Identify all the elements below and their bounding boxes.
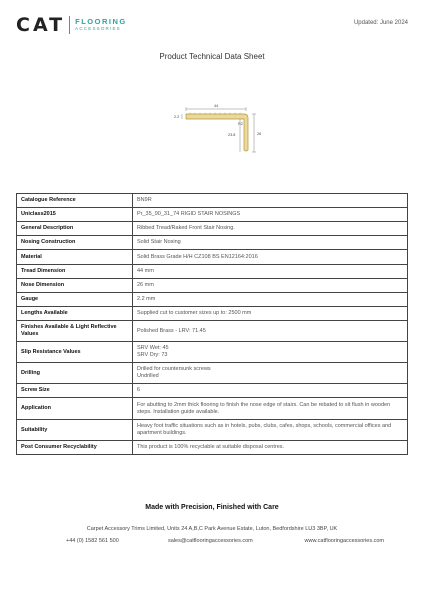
spec-value-line: 6 [137,387,141,393]
spec-value-line: This product is 100% recyclable at suitable disposal centres. [137,444,285,450]
logo-line1: FLOORING [75,17,127,26]
spec-table [16,193,408,455]
updated-date: Updated: June 2024 [353,20,408,26]
footer-tagline: Made with Precision, Finished with Care [145,504,279,511]
spec-value-line: Undrilled [137,373,159,379]
company-logo[interactable] [16,14,127,36]
spec-label: Catalogue Reference [17,194,133,208]
spec-value [133,441,408,455]
footer-address: Carpet Accessory Trims Limited, Units 24 A,B,C Park Avenue Estate, Luton, Bedfordshire LU3 3BP, UK [86,526,338,532]
spec-value-line: BN9R [137,197,152,203]
spec-label: Nosing Construction [17,236,133,250]
spec-value [133,398,408,420]
spec-label: Nose Dimension [17,279,133,293]
spec-row [17,441,408,455]
spec-row [17,208,408,222]
spec-row [17,342,408,363]
spec-row [17,293,408,307]
spec-value [133,236,408,250]
dim-small-label: R2 [238,122,243,126]
dim-inner-label: 23.8 [228,133,236,137]
profile-drawing [160,100,270,162]
spec-value-line: For abutting to 2mm thick flooring to finish the nose edge of stairs. Can be rebated to sit flush in wooden steps. Installation guide available. [137,401,391,415]
spec-value-line: Solid Stair Nosing [137,239,181,245]
spec-label: Finishes Available & Light Reflective Values [17,321,133,342]
spec-value [133,321,408,342]
spec-value [133,420,408,441]
spec-label: Suitability [17,420,133,441]
spec-label: Slip Resistance Values [17,342,133,363]
spec-label: Uniclass2015 [17,208,133,222]
spec-row [17,384,408,398]
spec-value [133,194,408,208]
spec-label: Drilling [17,363,133,384]
spec-label: Material [17,250,133,265]
spec-label: Tread Dimension [17,265,133,279]
spec-value-line: 2.2 mm [137,296,156,302]
header [16,14,408,38]
spec-value [133,279,408,293]
spec-row [17,398,408,420]
spec-value-line: Drilled for countersunk screws [137,366,211,372]
spec-value-line: SRV Dry: 73 [137,352,168,358]
spec-value [133,250,408,265]
spec-value-line: Ribbed Tread/Raked Front Stair Nosing. [137,225,235,231]
spec-value-line: Polished Brass - LRV: 71.45 [137,327,206,334]
spec-row [17,194,408,208]
spec-label: Lengths Available [17,307,133,321]
spec-row [17,420,408,441]
spec-value [133,384,408,398]
logo-subtext [75,18,127,32]
spec-value-line: 26 mm [137,282,154,288]
spec-value-line: Heavy foot traffic situations such as in hotels, pubs, clubs, cafes, shops, schools, commercial offices and apartment buildings. [137,423,392,436]
spec-value-line: Pr_35_90_31_74 RIGID STAIR NOSINGS [137,211,241,217]
footer-phone[interactable]: +44 (0) 1582 561 500 [66,538,119,544]
dim-gauge-label: 2.2 [174,115,180,119]
spec-row [17,250,408,265]
spec-value [133,307,408,321]
spec-value-line: Solid Brass Grade H/H CZ108 BS EN12164:2016 [137,253,258,260]
spec-row [17,279,408,293]
spec-row [17,265,408,279]
dim-nose-label: 26 [257,132,262,136]
spec-value-line: Supplied cut to customer sizes up to: 2500 mm [137,310,252,316]
spec-value [133,342,408,363]
spec-row [17,307,408,321]
spec-value [133,293,408,307]
footer-email[interactable]: sales@catflooringaccessories.com [168,538,253,544]
spec-value [133,265,408,279]
spec-value [133,363,408,384]
spec-label: General Description [17,222,133,236]
page-title: Product Technical Data Sheet [159,52,265,61]
spec-label: Gauge [17,293,133,307]
spec-label: Screw Size [17,384,133,398]
dim-width-label: 44 [214,104,219,108]
logo-brand: CAT [16,14,66,36]
spec-row [17,321,408,342]
spec-value-line: SRV Wet: 45 [137,345,169,351]
spec-label: Application [17,398,133,420]
logo-line2: ACCESSORIES [75,26,121,31]
footer-website[interactable]: www.catflooringaccessories.com [304,538,384,544]
spec-row [17,236,408,250]
logo-divider [69,16,70,34]
spec-value-line: 44 mm [137,268,154,274]
spec-value [133,208,408,222]
spec-label: Post Consumer Recyclability [17,441,133,455]
spec-row [17,363,408,384]
spec-value [133,222,408,236]
spec-row [17,222,408,236]
nosing-profile [186,114,248,151]
